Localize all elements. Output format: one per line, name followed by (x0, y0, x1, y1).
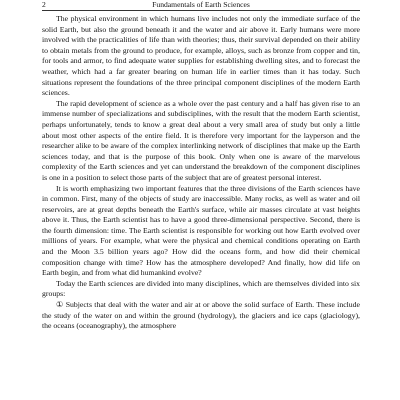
running-title: Fundamentals of Earth Sciences (152, 0, 250, 9)
paragraph-common-features: It is worth emphasizing two important features that the three divisions of the Earth sciences have in common. First, many of the objects of study are inaccessible. Many rocks, as well as water and oil reservoirs, are at great depths beneath the Earth's surface, while air masses circulate at vast heights above it. Thus, the Earth scientist has to have a good three-dimensional perspective. Second, there is the fourth dimension: time. The Earth scientist is responsible for working out how Earth evolved over millions of years. For example, what were the physical and chemical conditions operating on Earth and the Moon 3.5 billion years ago? How did the oceans form, and how did their chemical composition change with time? How has the atmosphere developed? And finally, how did life on Earth begin, and from what did humankind evolve? (42, 183, 360, 278)
body-text (42, 14, 360, 332)
paragraph-six-groups-intro: Today the Earth sciences are divided into many disciplines, which are themselves divided into six groups: (42, 278, 360, 299)
page-number: 2 (42, 0, 46, 9)
paragraph-specialization: The rapid development of science as a whole over the past century and a half has given rise to an immense number of specializations and subdisciplines, with the result that the modern Earth scientist, perhaps unfortunately, tends to know a great deal about a very small area of study but only a little about most other aspects of the entire field. It is therefore very important for the layperson and the researcher alike to be aware of the complex interlinking network of disciplines that make up the Earth sciences today, and that is the purpose of this book. Only when one is aware of the marvelous complexity of the Earth sciences and yet can understand the breakdown of the component disciplines is one in a position to select those parts of the subject that are of greatest personal interest. (42, 98, 360, 182)
paragraph-human-environment: The physical environment in which humans live includes not only the immediate surface of the solid Earth, but also the ground beneath it and the water and air above it. Early humans were more involved with the practicalities of life than with theories; thus, their survival depended on their ability to obtain metals from the ground to produce, for example, alloys, such as bronze from copper and tin, for tools and armor, to find adequate water supplies for establishing dwelling sites, and to forecast the weather, which had a far greater bearing on human life in earlier times than it has today. Such situations represent the foundations of the three principal component disciplines of the modern Earth sciences. (42, 14, 360, 98)
paragraph-group-one: ① Subjects that deal with the water and air at or above the solid surface of Earth. These include the study of the water on and within the ground (hydrology), the glaciers and ice caps (glaciology), the oceans (oceanography), the atmosphere (42, 300, 360, 331)
running-header (42, 0, 360, 11)
